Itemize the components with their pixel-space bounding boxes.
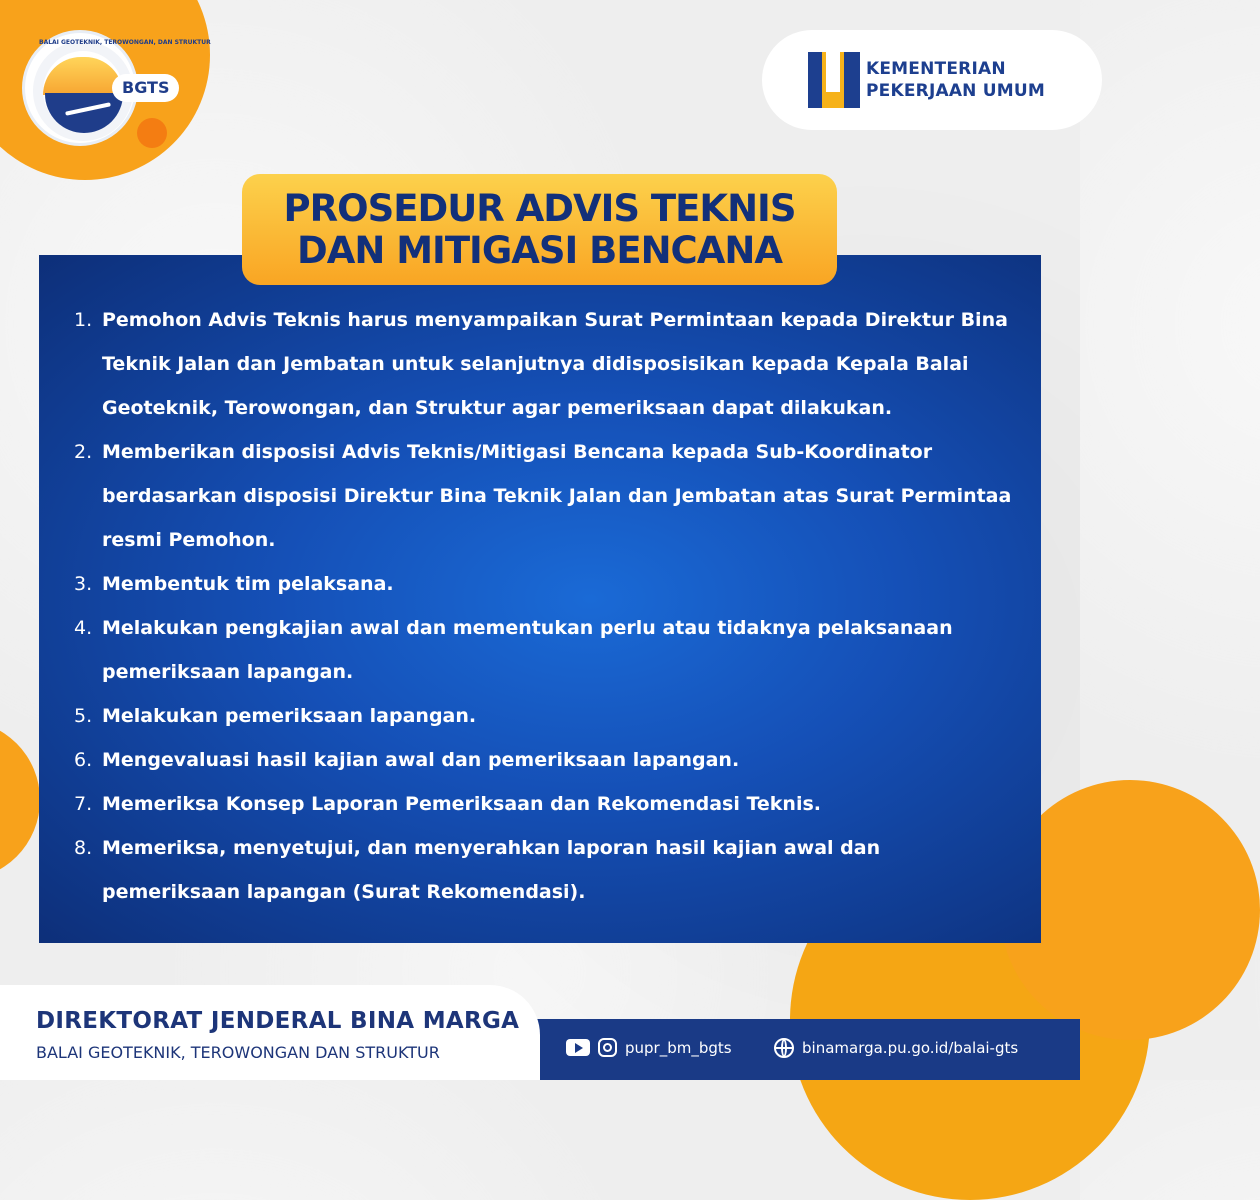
list-item [74,738,1014,782]
step-text: Membentuk tim pelaksana. [102,573,394,595]
step-text: Memberikan disposisi Advis Teknis/Mitigasi Bencana kepada Sub-Koordinator berdasarkan disposisi Direktur Bina Teknik Jalan dan Jembatan atas Surat Permintaa resmi Pemohon. [102,441,1012,551]
step-text: Melakukan pemeriksaan lapangan. [102,705,477,727]
step-text: Memeriksa Konsep Laporan Pemeriksaan dan Rekomendasi Teknis. [102,793,821,815]
ministry-badge [762,30,1102,130]
step-text: Pemohon Advis Teknis harus menyampaikan Surat Permintaan kepada Direktur Bina Teknik Jalan dan Jembatan untuk selanjutnya didisposisikan kepada Kepala Balai Geoteknik, Terowongan, dan Struktur agar pemeriksaan dapat dilakukan. [102,309,1008,419]
step-number: 7. [74,793,93,815]
procedure-list [74,298,1014,914]
title-banner [242,174,837,285]
instagram-icon[interactable] [598,1038,617,1057]
page-title [284,188,796,272]
ministry-name [866,58,1056,102]
step-number: 8. [74,837,93,859]
ministry-logo-icon [808,52,860,108]
ministry-line2: PEKERJAAN UMUM [866,81,1045,101]
step-number: 1. [74,309,93,331]
social-handle[interactable]: pupr_bm_bgts [625,1038,732,1057]
step-text: Memeriksa, menyetujui, dan menyerahkan laporan hasil kajian awal dan pemeriksaan lapangan (Surat Rekomendasi). [102,837,881,903]
decorative-blob-left [0,720,40,880]
list-item [74,298,1014,430]
list-item [74,606,1014,694]
step-number: 2. [74,441,93,463]
list-item [74,430,1014,562]
website-url[interactable]: binamarga.pu.go.id/balai-gts [802,1039,1019,1057]
list-item [74,782,1014,826]
step-text: Mengevaluasi hasil kajian awal dan pemeriksaan lapangan. [102,749,740,771]
social-links [566,1038,732,1057]
step-number: 5. [74,705,93,727]
globe-icon [774,1038,794,1058]
ministry-line1: KEMENTERIAN [866,59,1006,79]
list-item [74,694,1014,738]
bgts-logo-label: BGTS [112,74,179,102]
logo-arc-text: BALAI GEOTEKNIK, TEROWONGAN, DAN STRUKTUR [39,39,211,46]
step-text: Melakukan pengkajian awal dan mementukan perlu atau tidaknya pelaksanaan pemeriksaan lapangan. [102,617,953,683]
decorative-dot [137,118,167,148]
website-link [774,1038,1018,1058]
step-number: 3. [74,573,93,595]
step-number: 4. [74,617,93,639]
footer-subtitle: BALAI GEOTEKNIK, TEROWONGAN DAN STRUKTUR [36,1043,440,1062]
list-item [74,826,1014,914]
step-number: 6. [74,749,93,771]
title-line2: DAN MITIGASI BENCANA [297,228,782,272]
list-item [74,562,1014,606]
youtube-icon[interactable] [566,1039,590,1056]
title-line1: PROSEDUR ADVIS TEKNIS [283,186,796,230]
footer-title: DIREKTORAT JENDERAL BINA MARGA [36,1008,520,1034]
